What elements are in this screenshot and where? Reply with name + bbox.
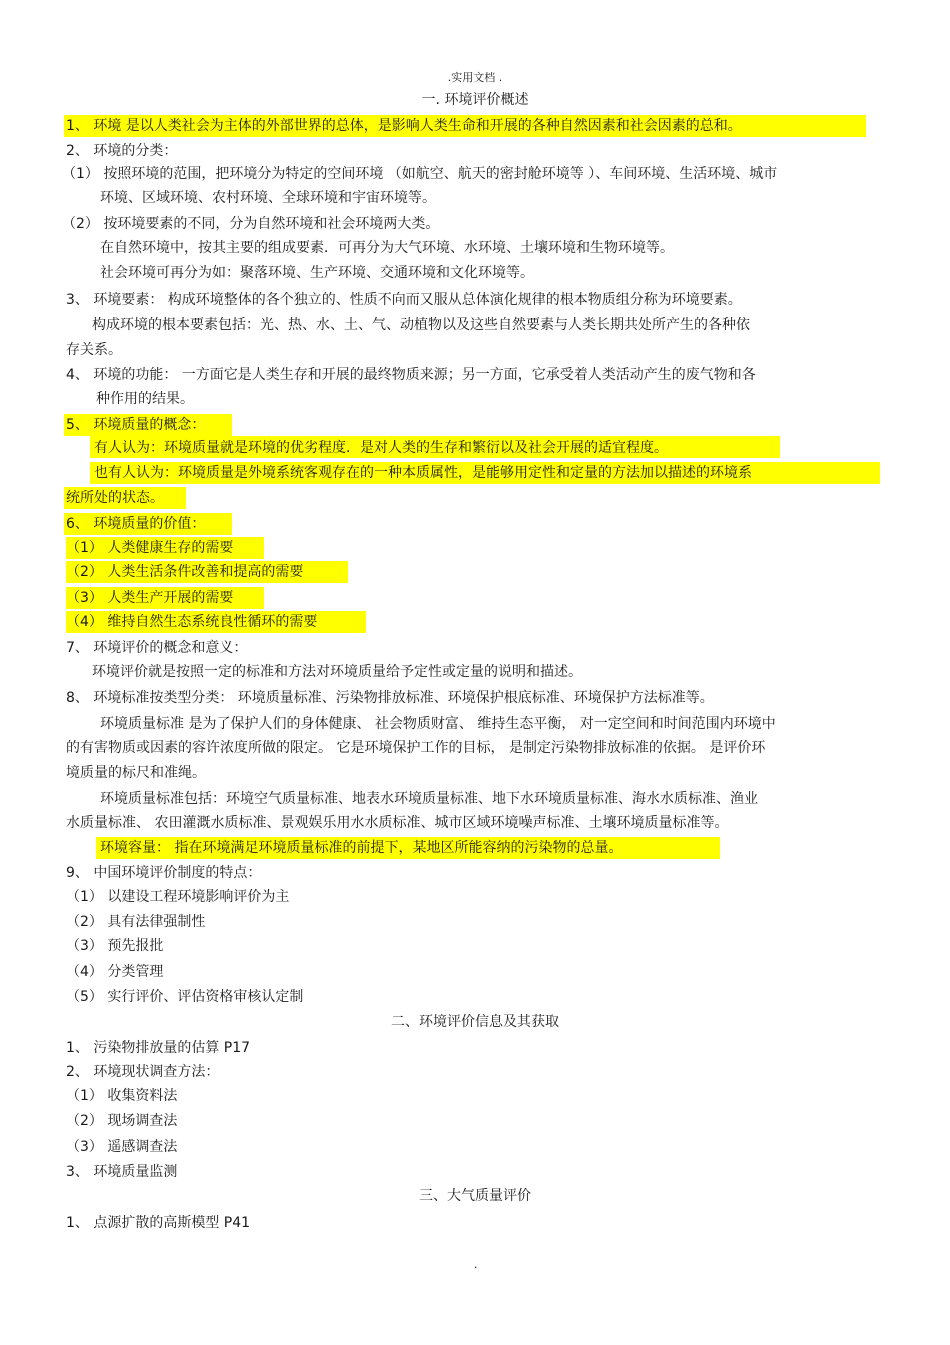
item-7: 7、 环境评价的概念和意义： [66,640,248,656]
sec2-item-1: 1、 污染物排放量的估算 P17 [66,1040,251,1056]
item-6: 6、 环境质量的价值： [66,516,206,532]
item-8c: 环境容量： 指在环境满足环境质量标准的前提下，某地区所能容纳的污染物的总量。 [100,840,623,856]
item-9-2: （2） 具有法律强制性 [66,914,206,930]
item-5b1: 也有人认为：环境质量是外境系统客观存在的一种本质属性，是能够用定性和定量的方法加以描述的环境系 [94,465,752,481]
sec3-item-1: 1、 点源扩散的高斯模型 P41 [66,1215,251,1231]
item-8a3: 境质量的标尺和准绳。 [66,765,206,781]
section-title-3: 三、大气质量评价 [419,1188,531,1204]
page-header: .实用文档 . [447,71,503,84]
item-1: 1、 环境 是以人类社会为主体的外部世界的总体，是影响人类生命和开展的各种自然因素和社会因素的总和。 [66,118,742,134]
item-8b1: 环境质量标准包括：环境空气质量标准、地表水环境质量标准、地下水环境质量标准、海水水质标准、渔业 [100,791,758,807]
item-6-2: （2） 人类生活条件改善和提高的需要 [66,564,304,580]
item-9-1: （1） 以建设工程环境影响评价为主 [66,889,290,905]
item-2: 2、 环境的分类： [66,143,178,159]
item-7a: 环境评价就是按照一定的标准和方法对环境质量给予定性或定量的说明和描述。 [92,664,582,680]
item-9-4: （4） 分类管理 [66,964,164,980]
item-5a: 有人认为：环境质量就是环境的优劣程度．是对人类的生存和繁衍以及社会开展的适宜程度。 [94,440,668,456]
item-2-1a: （1） 按照环境的范围，把环境分为特定的空间环境 （如航空、航天的密封舱环境等 ）、车间环境、生活环境、城市 [62,166,778,182]
item-6-3: （3） 人类生产开展的需要 [66,590,234,606]
item-2-2b: 在自然环境中，按其主要的组成要素．可再分为大气环境、水环境、土壤环境和生物环境等。 [100,240,674,256]
item-6-1: （1） 人类健康生存的需要 [66,540,234,556]
sec2-item-2-2: （2） 现场调查法 [66,1113,178,1129]
section-title-2: 二、环境评价信息及其获取 [391,1014,559,1030]
sec2-item-3: 3、 环境质量监测 [66,1164,178,1180]
item-2-1b: 环境、区域环境、农村环境、全球环境和宇宙环境等。 [100,190,436,206]
item-2-2c: 社会环境可再分为如：聚落环境、生产环境、交通环境和文化环境等。 [100,265,534,281]
sec2-item-2-1: （1） 收集资料法 [66,1088,178,1104]
item-9: 9、 中国环境评价制度的特点： [66,865,262,881]
item-8: 8、 环境标准按类型分类： 环境质量标准、污染物排放标准、环境保护根底标准、环境保护方法标准等。 [66,690,714,706]
item-3a: 3、 环境要素： 构成环境整体的各个独立的、性质不向而又服从总体演化规律的根本物质组分称为环境要素。 [66,292,742,308]
item-3b: 构成环境的根本要素包括：光、热、水、土、气、动植物以及这些自然要素与人类长期共处所产生的各种依 [92,317,750,333]
item-4a: 4、 环境的功能： 一方面它是人类生存和开展的最终物质来源；另一方面，它承受着人类活动产生的废气物和各 [66,367,756,383]
sec2-item-2-3: （3） 遥感调查法 [66,1139,178,1155]
item-8b2: 水质量标准、 农田灌溉水质标准、景观娱乐用水水质标准、城市区域环境噪声标准、土壤环境质量标准等。 [66,815,729,831]
item-6-4: （4） 维持自然生态系统良性循环的需要 [66,614,318,630]
item-8a2: 的有害物质或因素的容许浓度所做的限定。 它是环境保护工作的目标， 是制定污染物排放标准的依据。 是评价环 [66,740,766,756]
page-footer: . [474,1258,478,1271]
item-8a1: 环境质量标准 是为了保护人们的身体健康、 社会物质财富、 维持生态平衡， 对一定空间和时间范围内环境中 [100,716,776,732]
item-5b2: 统所处的状态。 [66,490,164,506]
item-9-3: （3） 预先报批 [66,938,164,954]
item-2-2a: （2） 按环境要素的不同，分为自然环境和社会环境两大类。 [62,216,440,232]
item-9-5: （5） 实行评价、评估资格审核认定制 [66,989,304,1005]
section-title-1: 一. 环境评价概述 [421,92,529,108]
item-3c: 存关系。 [66,342,122,358]
item-4b: 种作用的结果。 [96,391,194,407]
sec2-item-2: 2、 环境现状调查方法： [66,1064,220,1080]
item-5: 5、 环境质量的概念： [66,417,206,433]
